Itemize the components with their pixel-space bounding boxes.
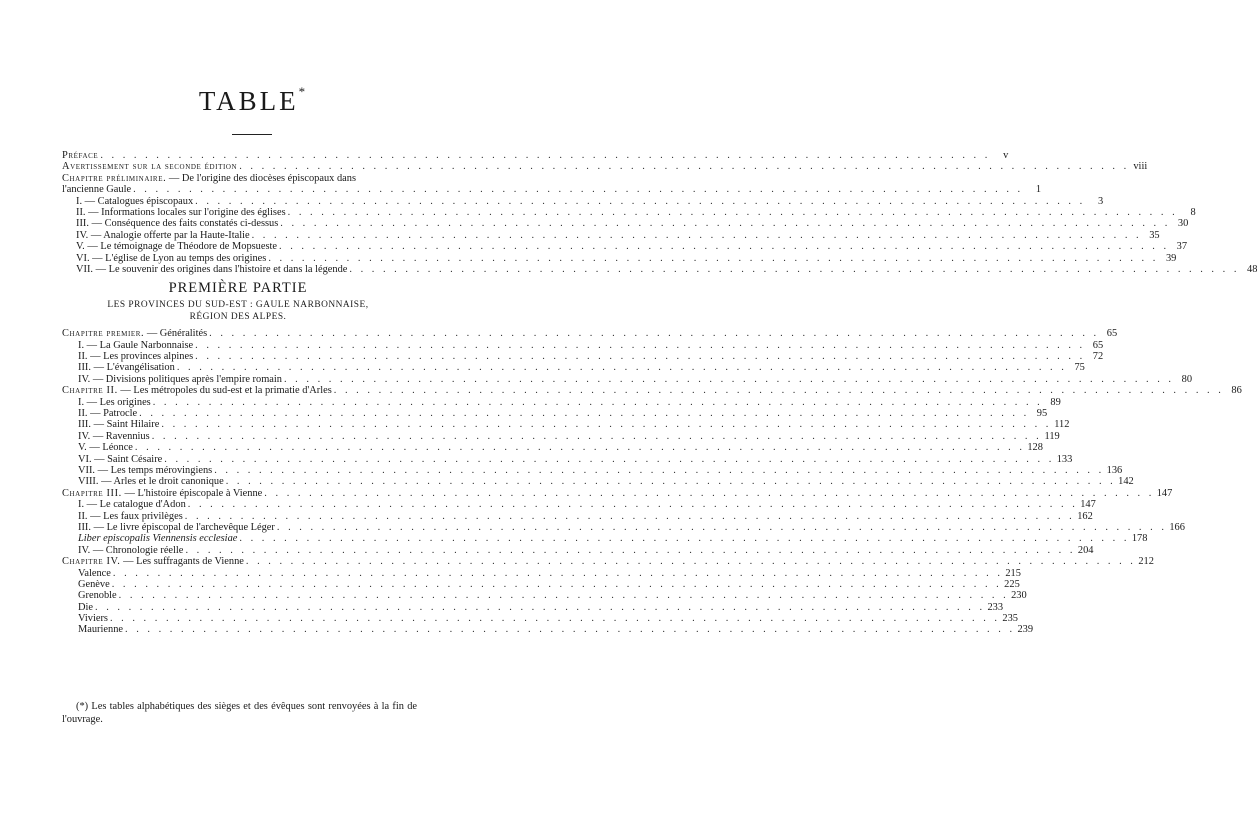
toc-page-number: 1 bbox=[1035, 184, 1042, 196]
toc-page-number: 233 bbox=[987, 601, 1004, 613]
toc-entry-label: I. — Le catalogue d'Adon bbox=[78, 499, 186, 511]
toc-entry-section bbox=[62, 624, 1034, 636]
dot-leader: . . . . . . . . . . . . . . . . . . . . . . . . . . . . . . . . . . . . . . . . . . . . . . . . . . . . . . . . . . . . . . . . . . . . . . . . . . . . . . . . bbox=[245, 556, 1136, 568]
toc-entry-label: Viviers bbox=[78, 613, 108, 625]
dot-leader: . . . . . . . . . . . . . . . . . . . . . . . . . . . . . . . . . . . . . . . . . . . . . . . . . . . . . . . . . . . . . . . . . . . . . . . . . . . . . . . . bbox=[195, 351, 1086, 363]
chapter-heading-label: Chapitre III. bbox=[62, 487, 122, 499]
toc-page-number: 80 bbox=[1181, 373, 1193, 385]
toc-page-number: 39 bbox=[1165, 252, 1177, 264]
dot-leader: . . . . . . . . . . . . . . . . . . . . . . . . . . . . . . . . . . . . . . . . . . . . . . . . . . . . . . . . . . . . . . . . . . . . . . . . . . . . . . . . bbox=[268, 252, 1159, 264]
toc-page-number: 8 bbox=[1190, 206, 1196, 218]
dot-leader: . . . . . . . . . . . . . . . . . . . . . . . . . . . . . . . . . . . . . . . . . . . . . . . . . . . . . . . . . . . . . . . . . . . . . . . . . . . . . . . . bbox=[209, 328, 1100, 340]
toc-entry-section bbox=[62, 218, 1189, 230]
footnote: (*) Les tables alphabétiques des sièges et des évêques sont renvoyées à la fin de l'ouvrage. bbox=[62, 701, 417, 725]
toc-page-number: 95 bbox=[1036, 408, 1048, 420]
toc-entry-section bbox=[62, 476, 1134, 488]
toc-page-number: 30 bbox=[1177, 218, 1189, 230]
dot-leader: . . . . . . . . . . . . . . . . . . . . . . . . . . . . . . . . . . . . . . . . . . . . . . . . . . . . . . . . . . . . . . . . . . . . . . . . . . . . . . . . bbox=[118, 590, 1009, 602]
toc-page-number: 112 bbox=[1054, 419, 1070, 431]
toc-entry-label bbox=[62, 385, 332, 396]
toc-entry-section bbox=[62, 339, 1104, 351]
dot-leader: . . . . . . . . . . . . . . . . . . . . . . . . . . . . . . . . . . . . . . . . . . . . . . . . . . . . . . . . . . . . . . . . . . . . . . . . . . . . . . . . bbox=[95, 601, 986, 613]
dot-leader: . . . . . . . . . . . . . . . . . . . . . . . . . . . . . . . . . . . . . . . . . . . . . . . . . . . . . . . . . . . . . . . . . . . . . . . . . . . . . . . . bbox=[134, 442, 1025, 454]
toc-page-number: 147 bbox=[1156, 487, 1173, 499]
toc-entry-section bbox=[62, 362, 1085, 374]
toc-entry-chapter-intro-cont bbox=[62, 184, 1042, 196]
toc-entry-label: Maurienne bbox=[78, 624, 124, 636]
table-of-contents bbox=[62, 150, 1257, 636]
toc-entry-section bbox=[62, 373, 1193, 385]
toc-entry-section bbox=[62, 465, 1123, 476]
toc-page-number: 75 bbox=[1074, 362, 1085, 374]
toc-entry-section bbox=[62, 263, 1257, 275]
toc-entry-label: VI. — L'église de Lyon au temps des origines bbox=[76, 252, 267, 264]
toc-entry-label: III. — Le livre épiscopal de l'archevêque Léger bbox=[78, 521, 275, 533]
toc-page-number: 230 bbox=[1011, 590, 1027, 602]
toc-entry-label: IV. — Ravennius bbox=[78, 430, 150, 442]
toc-page-number: 166 bbox=[1169, 521, 1185, 533]
toc-entry-label: Valence bbox=[78, 567, 111, 579]
dot-leader: . . . . . . . . . . . . . . . . . . . . . . . . . . . . . . . . . . . . . . . . . . . . . . . . . . . . . . . . . . . . . . . . . . . . . . . . . . . . . . . . bbox=[152, 396, 1043, 408]
toc-entry-chapter bbox=[62, 556, 1154, 568]
toc-entry-label: V. — Léonce bbox=[78, 442, 133, 454]
dot-leader: . . . . . . . . . . . . . . . . . . . . . . . . . . . . . . . . . . . . . . . . . . . . . . . . . . . . . . . . . . . . . . . . . . . . . . . . . . . . . . . . bbox=[214, 465, 1105, 476]
toc-page-number: 235 bbox=[1002, 613, 1018, 625]
toc-entry-label: Genève bbox=[78, 578, 110, 590]
toc-entry-section bbox=[62, 521, 1185, 533]
title-footnote-mark: * bbox=[298, 84, 306, 99]
dot-leader: . . . . . . . . . . . . . . . . . . . . . . . . . . . . . . . . . . . . . . . . . . . . . . . . . . . . . . . . . . . . . . . . . . . . . . . . . . . . . . . . bbox=[195, 195, 1086, 207]
toc-entry-label: IV. — Analogie offerte par la Haute-Italie bbox=[76, 229, 250, 241]
toc-page-number: 147 bbox=[1080, 499, 1096, 511]
toc-entry-label: Préface bbox=[62, 150, 99, 161]
toc-entry-section bbox=[62, 195, 1104, 207]
dot-leader: . . . . . . . . . . . . . . . . . . . . . . . . . . . . . . . . . . . . . . . . . . . . . . . . . . . . . . . . . . . . . . . . . . . . . . . . . . . . . . . . bbox=[100, 150, 991, 161]
toc-page-number: 72 bbox=[1092, 351, 1104, 363]
toc-page-number: 204 bbox=[1077, 544, 1094, 556]
toc-page-number: 65 bbox=[1106, 328, 1118, 340]
part-subtitle: LES PROVINCES DU SUD-EST : GAULE NARBONNAISE, RÉGION DES ALPES. bbox=[107, 300, 369, 323]
dot-leader: . . . . . . . . . . . . . . . . . . . . . . . . . . . . . . . . . . . . . . . . . . . . . . . . . . . . . . . . . . . . . . . . . . . . . . . . . . . . . . . . bbox=[111, 578, 1002, 590]
dot-leader: . . . . . . . . . . . . . . . . . . . . . . . . . . . . . . . . . . . . . . . . . . . . . . . . . . . . . . . . . . . . . . . . . . . . . . . . . . . . . . . . bbox=[195, 339, 1086, 351]
toc-entry-label: I. — Les origines bbox=[78, 396, 151, 408]
toc-entry-label: II. — Les faux privilèges bbox=[78, 510, 183, 522]
toc-page-number: 162 bbox=[1077, 510, 1093, 522]
dot-leader: . . . . . . . . . . . . . . . . . . . . . . . . . . . . . . . . . . . . . . . . . . . . . . . . . . . . . . . . . . . . . . . . . . . . . . . . . . . . . . . . bbox=[125, 624, 1016, 636]
toc-page-number: 86 bbox=[1231, 385, 1242, 397]
dot-leader: . . . . . . . . . . . . . . . . . . . . . . . . . . . . . . . . . . . . . . . . . . . . . . . . . . . . . . . . . . . . . . . . . . . . . . . . . . . . . . . . bbox=[276, 521, 1167, 533]
toc-page-number: v bbox=[1003, 150, 1009, 161]
toc-entry-section bbox=[62, 396, 1061, 408]
toc-entry-section bbox=[62, 206, 1196, 218]
toc-entry-label: Grenoble bbox=[78, 590, 117, 602]
dot-leader: . . . . . . . . . . . . . . . . . . . . . . . . . . . . . . . . . . . . . . . . . . . . . . . . . . . . . . . . . . . . . . . . . . . . . . . . . . . . . . . . bbox=[283, 373, 1175, 385]
toc-entry-section bbox=[62, 453, 1073, 465]
dot-leader: . . . . . . . . . . . . . . . . . . . . . . . . . . . . . . . . . . . . . . . . . . . . . . . . . . . . . . . . . . . . . . . . . . . . . . . . . . . . . . . . bbox=[239, 533, 1130, 545]
toc-entry-label: V. — Le témoignage de Théodore de Mopsueste bbox=[76, 241, 278, 253]
dot-leader: . . . . . . . . . . . . . . . . . . . . . . . . . . . . . . . . . . . . . . . . . . . . . . . . . . . . . . . . . . . . . . . . . . . . . . . . . . . . . . . . bbox=[176, 362, 1067, 374]
chapter-heading-label: Chapitre II. bbox=[62, 385, 118, 397]
dot-leader: . . . . . . . . . . . . . . . . . . . . . . . . . . . . . . . . . . . . . . . . . . . . . . . . . . . . . . . . . . . . . . . . . . . . . . . . . . . . . . . . bbox=[187, 499, 1078, 511]
title-rule bbox=[232, 134, 272, 135]
toc-entry-section bbox=[62, 442, 1043, 454]
toc-entry-label: II. — Patrocle bbox=[78, 408, 138, 420]
toc-page-number: 89 bbox=[1050, 396, 1061, 408]
toc-entry-label: II. — Les provinces alpines bbox=[78, 351, 194, 363]
dot-leader: . . . . . . . . . . . . . . . . . . . . . . . . . . . . . . . . . . . . . . . . . . . . . . . . . . . . . . . . . . . . . . . . . . . . . . . . . . . . . . . . bbox=[185, 544, 1076, 556]
toc-page-number: 65 bbox=[1092, 339, 1104, 351]
toc-entry-chapter bbox=[62, 385, 1242, 397]
toc-entry-section bbox=[62, 430, 1060, 442]
toc-entry-section bbox=[62, 252, 1177, 264]
chapter-heading-label: Chapitre premier. bbox=[62, 328, 145, 340]
dot-leader: . . . . . . . . . . . . . . . . . . . . . . . . . . . . . . . . . . . . . . . . . . . . . . . . . . . . . . . . . . . . . . . . . . . . . . . . . . . . . . . . bbox=[133, 184, 1024, 196]
toc-page-number: 133 bbox=[1056, 453, 1073, 465]
toc-entry-label: VII. — Le souvenir des origines dans l'histoire et dans la légende bbox=[76, 263, 348, 275]
dot-leader: . . . . . . . . . . . . . . . . . . . . . . . . . . . . . . . . . . . . . . . . . . . . . . . . . . . . . . . . . . . . . . . . . . . . . . . . . . . . . . . . bbox=[349, 263, 1240, 275]
toc-entry-section bbox=[62, 351, 1104, 363]
toc-page-number: viii bbox=[1133, 161, 1148, 173]
toc-entry-chapter bbox=[62, 328, 1118, 340]
toc-entry-label: VII. — Les temps mérovingiens bbox=[78, 465, 213, 476]
dot-leader: . . . . . . . . . . . . . . . . . . . . . . . . . . . . . . . . . . . . . . . . . . . . . . . . . . . . . . . . . . . . . . . . . . . . . . . . . . . . . . . . bbox=[151, 430, 1042, 442]
toc-entry-label: Liber episcopalis Viennensis ecclesiae bbox=[78, 533, 238, 545]
toc-entry-label: IV. — Divisions politiques après l'empire romain bbox=[78, 373, 282, 385]
toc-entry-label bbox=[62, 556, 244, 567]
dot-leader: . . . . . . . . . . . . . . . . . . . . . . . . . . . . . . . . . . . . . . . . . . . . . . . . . . . . . . . . . . . . . . . . . . . . . . . . . . . . . . . . bbox=[239, 161, 1130, 173]
chapter-heading-title: — L'histoire épiscopale à Vienne bbox=[121, 487, 263, 499]
toc-entry-label bbox=[62, 488, 262, 499]
toc-entry-label: l'ancienne Gaule bbox=[62, 184, 132, 196]
toc-entry-section bbox=[62, 544, 1094, 556]
toc-entry-label: VIII. — Arles et le droit canonique bbox=[78, 476, 224, 488]
dot-leader: . . . . . . . . . . . . . . . . . . . . . . . . . . . . . . . . . . . . . . . . . . . . . . . . . . . . . . . . . . . . . . . . . . . . . . . . . . . . . . . . bbox=[184, 510, 1075, 522]
dot-leader: . . . . . . . . . . . . . . . . . . . . . . . . . . . . . . . . . . . . . . . . . . . . . . . . . . . . . . . . . . . . . . . . . . . . . . . . . . . . . . . . bbox=[164, 453, 1055, 465]
chapter-heading-label: Chapitre préliminaire. bbox=[62, 172, 167, 184]
dot-leader: . . . . . . . . . . . . . . . . . . . . . . . . . . . . . . . . . . . . . . . . . . . . . . . . . . . . . . . . . . . . . . . . . . . . . . . . . . . . . . . . bbox=[279, 241, 1170, 253]
chapter-heading-title: — Les métropoles du sud-est et la primatie d'Arles bbox=[117, 385, 332, 397]
dot-leader: . . . . . . . . . . . . . . . . . . . . . . . . . . . . . . . . . . . . . . . . . . . . . . . . . . . . . . . . . . . . . . . . . . . . . . . . . . . . . . . . bbox=[112, 567, 1003, 579]
toc-entry-section bbox=[62, 533, 1148, 545]
toc-page-number: 48 bbox=[1247, 263, 1257, 275]
toc-page-number: 239 bbox=[1017, 624, 1034, 636]
toc-page-number: 142 bbox=[1118, 476, 1134, 488]
toc-entry-label: III. — Conséquence des faits constatés ci-dessus bbox=[76, 218, 279, 230]
chapter-heading-title: — Les suffragants de Vienne bbox=[120, 556, 244, 568]
toc-entry-section bbox=[62, 613, 1018, 625]
toc-entry-label: II. — Informations locales sur l'origine des églises bbox=[76, 206, 286, 218]
toc-entry-section bbox=[62, 601, 1004, 613]
chapter-heading-title: — Généralités bbox=[144, 328, 208, 340]
toc-page-number: 35 bbox=[1149, 229, 1160, 241]
toc-page-number: 136 bbox=[1106, 465, 1123, 476]
toc-page-number: 215 bbox=[1005, 567, 1021, 579]
chapter-heading-label: Chapitre IV. bbox=[62, 556, 121, 568]
chapter-heading-title: — De l'origine des diocèses épiscopaux dans bbox=[166, 172, 357, 184]
toc-entry-section bbox=[62, 590, 1027, 602]
toc-entry-section bbox=[62, 578, 1020, 590]
toc-entry-label: III. — Saint Hilaire bbox=[78, 419, 160, 431]
toc-entry-section bbox=[62, 499, 1096, 511]
toc-entry-front bbox=[62, 161, 1148, 173]
toc-page-number: 37 bbox=[1176, 241, 1188, 253]
dot-leader: . . . . . . . . . . . . . . . . . . . . . . . . . . . . . . . . . . . . . . . . . . . . . . . . . . . . . . . . . . . . . . . . . . . . . . . . . . . . . . . . bbox=[287, 206, 1178, 218]
toc-entry-section bbox=[62, 510, 1093, 522]
dot-leader: . . . . . . . . . . . . . . . . . . . . . . . . . . . . . . . . . . . . . . . . . . . . . . . . . . . . . . . . . . . . . . . . . . . . . . . . . . . . . . . . bbox=[333, 385, 1224, 397]
dot-leader: . . . . . . . . . . . . . . . . . . . . . . . . . . . . . . . . . . . . . . . . . . . . . . . . . . . . . . . . . . . . . . . . . . . . . . . . . . . . . . . . bbox=[280, 218, 1171, 230]
toc-entry-label bbox=[62, 328, 207, 339]
toc-entry-label: III. — L'évangélisation bbox=[78, 362, 175, 374]
dot-leader: . . . . . . . . . . . . . . . . . . . . . . . . . . . . . . . . . . . . . . . . . . . . . . . . . . . . . . . . . . . . . . . . . . . . . . . . . . . . . . . . bbox=[225, 476, 1116, 488]
toc-entry-label: VI. — Saint Césaire bbox=[78, 453, 163, 465]
dot-leader: . . . . . . . . . . . . . . . . . . . . . . . . . . . . . . . . . . . . . . . . . . . . . . . . . . . . . . . . . . . . . . . . . . . . . . . . . . . . . . . . bbox=[161, 419, 1052, 431]
dot-leader: . . . . . . . . . . . . . . . . . . . . . . . . . . . . . . . . . . . . . . . . . . . . . . . . . . . . . . . . . . . . . . . . . . . . . . . . . . . . . . . . bbox=[139, 408, 1030, 420]
dot-leader: . . . . . . . . . . . . . . . . . . . . . . . . . . . . . . . . . . . . . . . . . . . . . . . . . . . . . . . . . . . . . . . . . . . . . . . . . . . . . . . . bbox=[109, 613, 1000, 625]
toc-entry-section bbox=[62, 567, 1021, 579]
dot-leader: . . . . . . . . . . . . . . . . . . . . . . . . . . . . . . . . . . . . . . . . . . . . . . . . . . . . . . . . . . . . . . . . . . . . . . . . . . . . . . . . bbox=[264, 487, 1155, 499]
toc-page-number: 128 bbox=[1027, 442, 1043, 454]
toc-page-number: 225 bbox=[1004, 578, 1020, 590]
toc-entry-section bbox=[62, 419, 1070, 431]
toc-entry-label: Die bbox=[78, 601, 94, 613]
toc-page-number: 178 bbox=[1131, 533, 1148, 545]
dot-leader: . . . . . . . . . . . . . . . . . . . . . . . . . . . . . . . . . . . . . . . . . . . . . . . . . . . . . . . . . . . . . . . . . . . . . . . . . . . . . . . . bbox=[251, 229, 1142, 241]
toc-entry-section bbox=[62, 241, 1188, 253]
toc-page-number: 119 bbox=[1044, 430, 1060, 442]
toc-entry-section bbox=[62, 408, 1048, 420]
page-title bbox=[0, 86, 504, 117]
toc-entry-chapter bbox=[62, 487, 1173, 499]
toc-entry-label: I. — La Gaule Narbonnaise bbox=[78, 339, 194, 351]
toc-entry-chapter-intro bbox=[62, 173, 414, 184]
toc-page-number: 212 bbox=[1138, 556, 1154, 568]
toc-entry-label: I. — Catalogues épiscopaux bbox=[76, 195, 194, 207]
title-text: TABLE bbox=[198, 86, 299, 116]
toc-page-number: 3 bbox=[1097, 195, 1104, 207]
toc-entry-label: IV. — Chronologie réelle bbox=[78, 544, 184, 556]
toc-entry-front bbox=[62, 150, 1009, 161]
toc-entry-section bbox=[62, 229, 1160, 241]
part-title: PREMIÈRE PARTIE bbox=[168, 280, 308, 297]
toc-entry-label: Avertissement sur la seconde édition bbox=[62, 161, 238, 173]
